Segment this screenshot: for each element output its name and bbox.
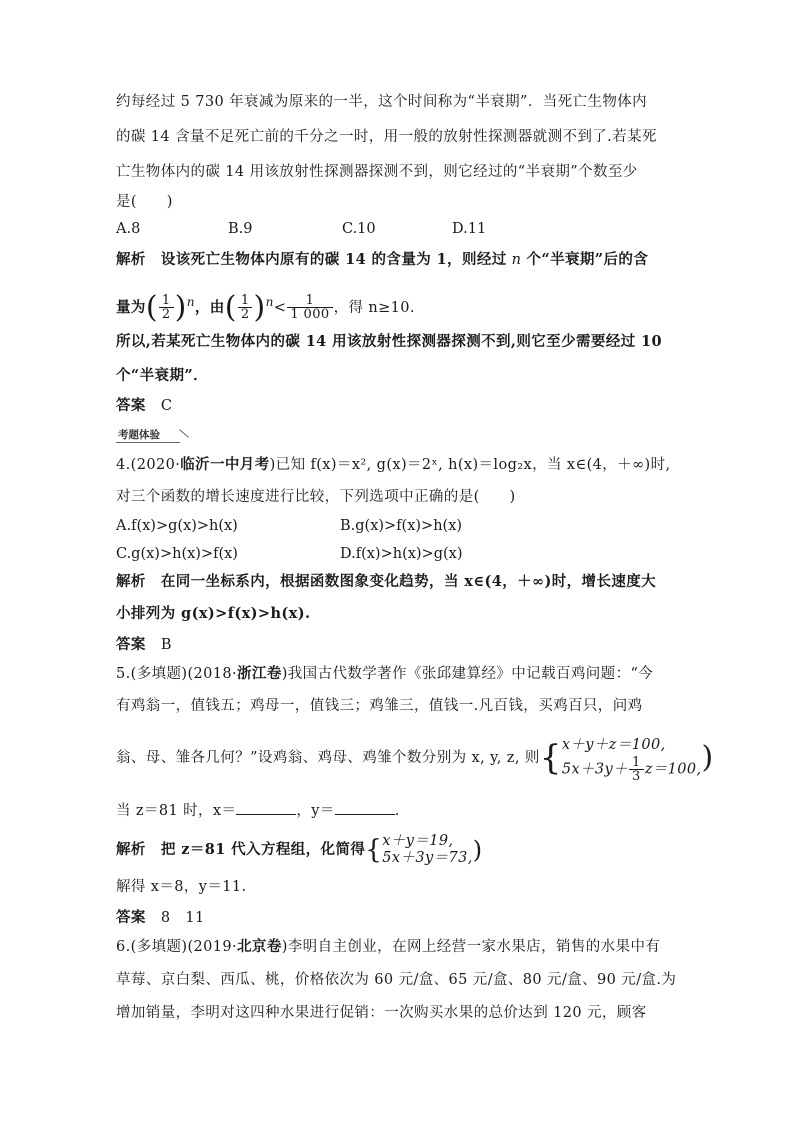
q3-result: ，得 n≥10.: [333, 299, 415, 316]
q5-analysis-line: 解析 把 z＝81 代入方程组，化简得{ x＋y＝19, 5x＋3y＝73, ): [116, 833, 483, 866]
paren-left: (: [145, 289, 158, 325]
q3-text-line-3: 亡生物体内的碳 14 用该放射性探测器探测不到，则它经过的“半衰期”个数至少: [116, 164, 638, 180]
q5-text-line-2: 有鸡翁一，值钱五；鸡母一，值钱三；鸡雏三，值钱一.凡百钱，买鸡百只，问鸡: [116, 698, 643, 714]
q3-analysis-var: n: [511, 252, 522, 268]
q3-option-a: A.8: [116, 221, 141, 237]
q3-answer: [116, 396, 172, 416]
q3-conclusion-2: 个“半衰期”．: [116, 367, 208, 384]
q4-option-d: D.f(x)>h(x)>g(x): [340, 546, 463, 562]
exponent-n: n: [186, 295, 195, 309]
analysis-label: 解析: [116, 251, 146, 268]
equation-system: x＋y＋z＝100, 5x＋3y＋ $\frac{1}{3}$ z＝100,: [561, 736, 702, 784]
q5-source: 浙江卷: [237, 665, 282, 682]
less-than: <: [273, 299, 287, 316]
q5-answer: 答案 8 11: [116, 909, 205, 926]
q4-source: 临沂一中月考: [180, 456, 270, 473]
fraction-half-2: $\frac{1}{2}$: [238, 294, 253, 321]
q4-option-a: A.f(x)>g(x)>h(x): [116, 518, 238, 534]
answer-blank-x[interactable]: [236, 800, 296, 815]
q3-option-d: D.11: [452, 221, 487, 237]
q6-text-line-1: 6.(多填题)(2019·北京卷)李明自主创业，在网上经营一家水果店，销售的水果中有: [116, 938, 661, 955]
q6-source: 北京卷: [237, 938, 282, 955]
q5-text-line-4: 当 z＝81 时，x＝ ，y＝ .: [116, 800, 400, 821]
answer-label: 答案: [116, 397, 146, 414]
q3-conclusion-1: 所以,若某死亡生物体内的碳 14 用该放射性探测器探测不到,则它至少需要经过 10: [116, 333, 662, 350]
q5-text-line-3: 翁、母、雏各几何？”设鸡翁、鸡母、鸡雏个数分别为 x, y, z, 则{ x＋y＋z＝100, 5x＋3y＋ $\frac{1}{3}$ z＝100, ): [116, 728, 714, 788]
q3-analysis-text-2: 个“半衰期”后的含: [526, 251, 649, 268]
q6-text-line-3: 增加销量，李明对这四种水果进行促销：一次购买水果的总价达到 120 元，顾客: [116, 1005, 647, 1021]
q4-answer: 答案 B: [116, 636, 172, 653]
q3-analysis-line-2: 量为( $\frac{1}{2}$ )$^n$，由( $\frac{1}{2}$ )$^n$< $\frac{1}{1 000}$ ，得 n≥10.: [116, 289, 415, 325]
q3-text-line-1: 约每经过 5 730 年衰减为原来的一半，这个时间称为“半衰期”．当死亡生物体内: [116, 94, 648, 110]
q4-text-line-1: 4.(2020·临沂一中月考)已知 f(x)＝x², g(x)＝2ˣ, h(x)＝log₂x，当 x∈(4，＋∞)时,: [116, 456, 671, 473]
fraction-half: $\frac{1}{2}$: [159, 294, 174, 321]
section-tag-exam-experience: 考题体验: [116, 428, 180, 443]
q3-text-line-4: 是( ): [116, 194, 173, 210]
q3-text-line-2: 的碳 14 含量不足死亡前的千分之一时，用一般的放射性探测器就测不到了.若某死: [116, 129, 657, 145]
q5-solved: 解得 x＝8，y＝11.: [116, 879, 247, 895]
fraction-thousandth: $\frac{1}{1 000}$: [287, 294, 332, 321]
q3-analysis-prefix: 量为: [116, 298, 146, 316]
q4-option-c: C.g(x)>h(x)>f(x): [116, 546, 238, 562]
q3-by-text: ，由: [194, 298, 225, 316]
answer-blank-y[interactable]: [335, 800, 395, 815]
q4-analysis-line-1: 解析 在同一坐标系内，根据函数图象变化趋势，当 x∈(4，＋∞)时，增长速度大: [116, 573, 657, 590]
paren-right: ): [174, 289, 187, 325]
q4-text-line-2: 对三个函数的增长速度进行比较，下列选项中正确的是( ): [116, 489, 516, 505]
left-brace: {: [539, 738, 562, 778]
q5-text-line-1: 5.(多填题)(2018·浙江卷)我国古代数学著作《张邱建算经》中记载百鸡问题：“今: [116, 665, 654, 682]
q3-option-b: B.9: [228, 221, 253, 237]
q3-analysis-line-1: [116, 250, 648, 270]
q4-analysis-line-2: 小排列为 g(x)>f(x)>h(x).: [116, 605, 311, 622]
q3-analysis-text-1: 设该死亡生物体内原有的碳 14 的含量为 1，则经过: [160, 251, 507, 268]
q3-option-c: C.10: [342, 221, 376, 237]
q4-option-b: B.g(x)>f(x)>h(x): [340, 518, 463, 534]
q6-text-line-2: 草莓、京白梨、西瓜、桃，价格依次为 60 元/盒、65 元/盒、80 元/盒、90 元/盒.为: [116, 972, 677, 988]
answer-value: C: [160, 398, 173, 414]
